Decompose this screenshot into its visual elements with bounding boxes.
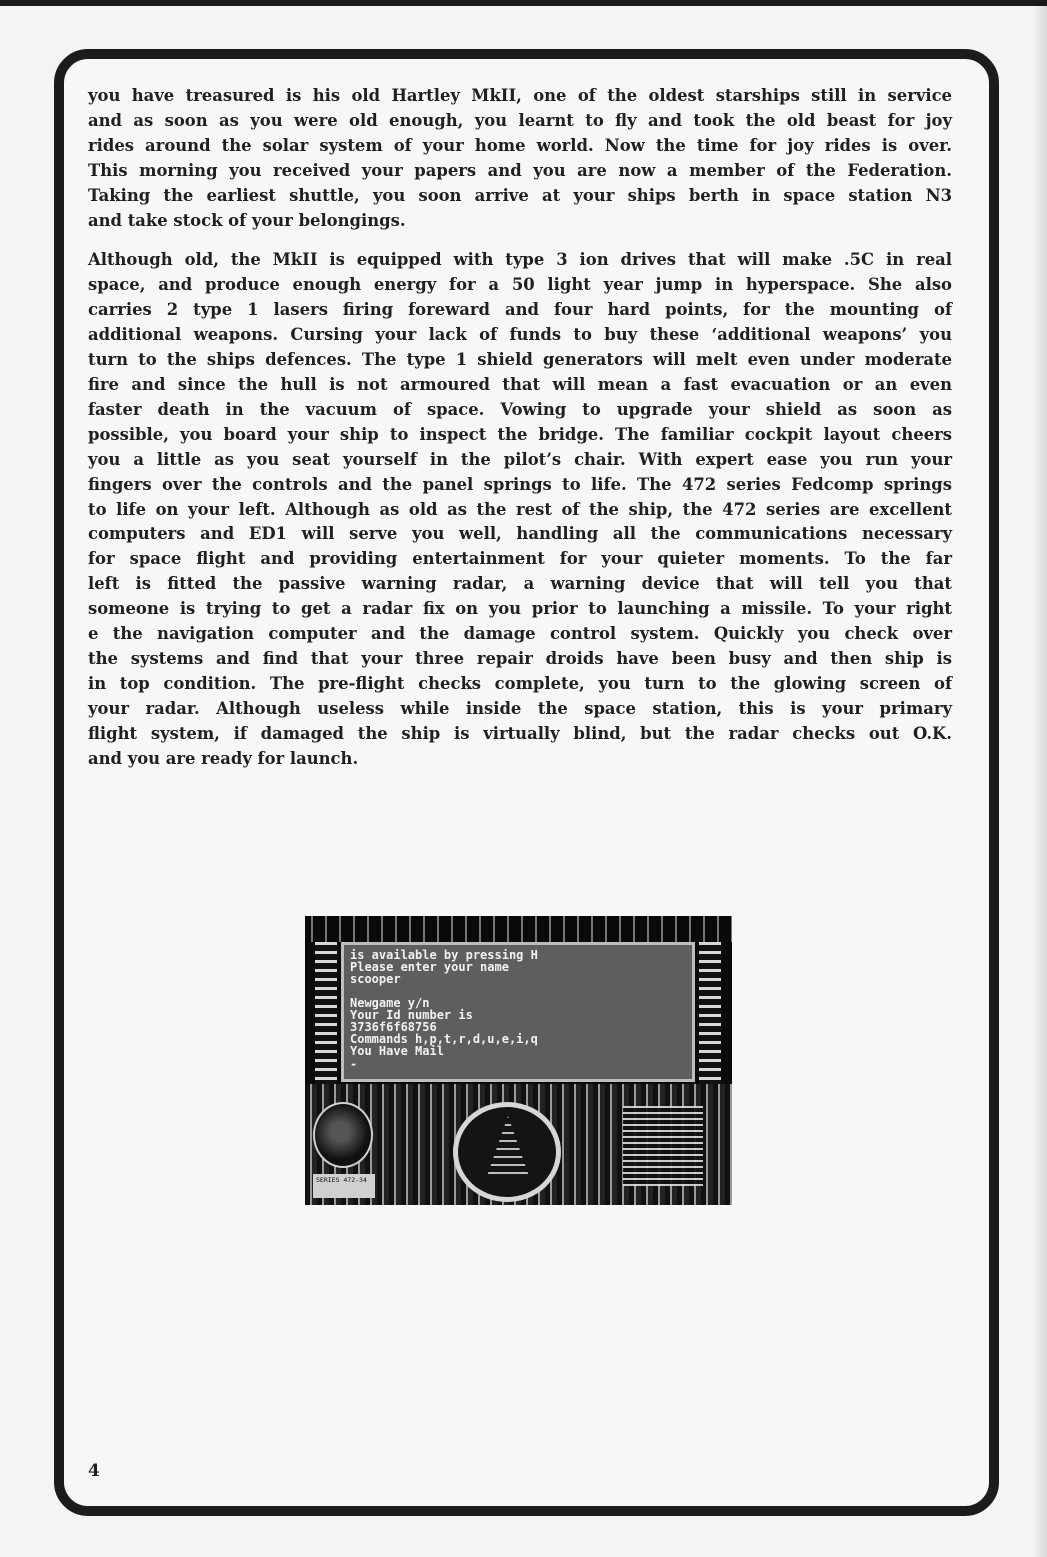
series-badge: SERIES 472-34 xyxy=(313,1174,375,1198)
terminal-line: Commands h,p,t,r,d,u,e,i,q xyxy=(350,1032,538,1047)
page-edge-shadow xyxy=(1033,0,1047,1557)
text-line: flight system, if damaged the ship is virtually blind, but the radar checks out O.K. xyxy=(88,723,952,743)
terminal-line: Please enter your name xyxy=(350,960,509,975)
terminal-blank-line xyxy=(350,986,686,997)
cockpit-left-pillar xyxy=(315,942,337,1092)
body-text xyxy=(88,84,952,786)
text-line: This morning you received your papers and you are now a member of the Federation. xyxy=(88,160,952,180)
text-line: and take stock of your belongings. xyxy=(88,210,406,230)
text-line: faster death in the vacuum of space. Vowing to upgrade your shield as soon as xyxy=(88,399,952,419)
radar-scope-icon xyxy=(313,1102,373,1168)
text-line: your radar. Although useless while inside the space station, this is your primary xyxy=(88,698,952,718)
terminal-line: scooper xyxy=(350,972,401,987)
cockpit-right-pillar xyxy=(699,942,721,1092)
fedcomp-terminal-screen xyxy=(341,942,695,1082)
text-line: additional weapons. Cursing your lack of funds to buy these ‘additional weapons’ you xyxy=(88,325,952,345)
text-line: possible, you board your ship to inspect the bridge. The familiar cockpit layout cheers xyxy=(88,424,952,444)
cockpit-top-decoration xyxy=(305,916,732,942)
text-line: for space flight and providing entertainment for your quieter moments. To the far xyxy=(88,549,952,569)
text-line: Taking the earliest shuttle, you soon arrive at your ships berth in space station N3 xyxy=(88,185,952,205)
text-line: to life on your left. Although as old as the rest of the ship, the 472 series are excellent xyxy=(88,499,952,519)
text-line: carries 2 type 1 lasers firing foreward and four hard points, for the mounting of xyxy=(88,300,952,320)
text-line: turn to the ships defences. The type 1 shield generators will melt even under moderate xyxy=(88,350,952,370)
text-line: in top condition. The pre-flight checks complete, you turn to the glowing screen of xyxy=(88,673,952,693)
game-screenshot xyxy=(305,916,732,1205)
text-line: rides around the solar system of your home world. Now the time for joy rides is over. xyxy=(88,135,952,155)
terminal-line: Your Id number is xyxy=(350,1007,473,1022)
text-line: and as soon as you were old enough, you learnt to fly and took the old beast for joy xyxy=(88,110,952,130)
paragraph xyxy=(88,84,952,233)
text-line: the systems and find that your three repair droids have been busy and then ship is xyxy=(88,648,952,668)
terminal-line: 3736f6f68756 xyxy=(350,1020,437,1035)
text-line: someone is trying to get a radar fix on you prior to launching a missile. To your right xyxy=(88,599,952,619)
paragraph xyxy=(88,248,952,771)
top-edge-bar xyxy=(0,0,1047,6)
text-line: and you are ready for launch. xyxy=(88,748,359,768)
text-line: you have treasured is his old Hartley MkII, one of the oldest starships still in service xyxy=(88,86,952,105)
text-line: fire and since the hull is not armoured that will mean a fast evacuation or an even xyxy=(88,374,952,394)
terminal-line: Newgame y/n xyxy=(350,995,430,1010)
text-line: space, and produce enough energy for a 50 light year jump in hyperspace. She also xyxy=(88,275,952,295)
page-number: 4 xyxy=(88,1461,100,1481)
text-line: Although old, the MkII is equipped with type 3 ion drives that will make .5C in real xyxy=(88,250,952,270)
terminal-line: You Have Mail xyxy=(350,1044,444,1059)
terminal-line: - xyxy=(350,1056,358,1071)
text-line: left is fitted the passive warning radar, a warning device that will tell you that xyxy=(88,574,952,594)
cockpit-control-panel xyxy=(623,1106,703,1186)
text-line: computers and ED1 will serve you well, handling all the communications necessary xyxy=(88,524,952,544)
text-line: fingers over the controls and the panel springs to life. The 472 series Fedcomp springs xyxy=(88,474,952,494)
terminal-line: is available by pressing H xyxy=(350,948,538,962)
text-line: e the navigation computer and the damage control system. Quickly you check over xyxy=(88,624,952,644)
text-line: you a little as you seat yourself in the pilot’s chair. With expert ease you run your xyxy=(88,449,952,469)
